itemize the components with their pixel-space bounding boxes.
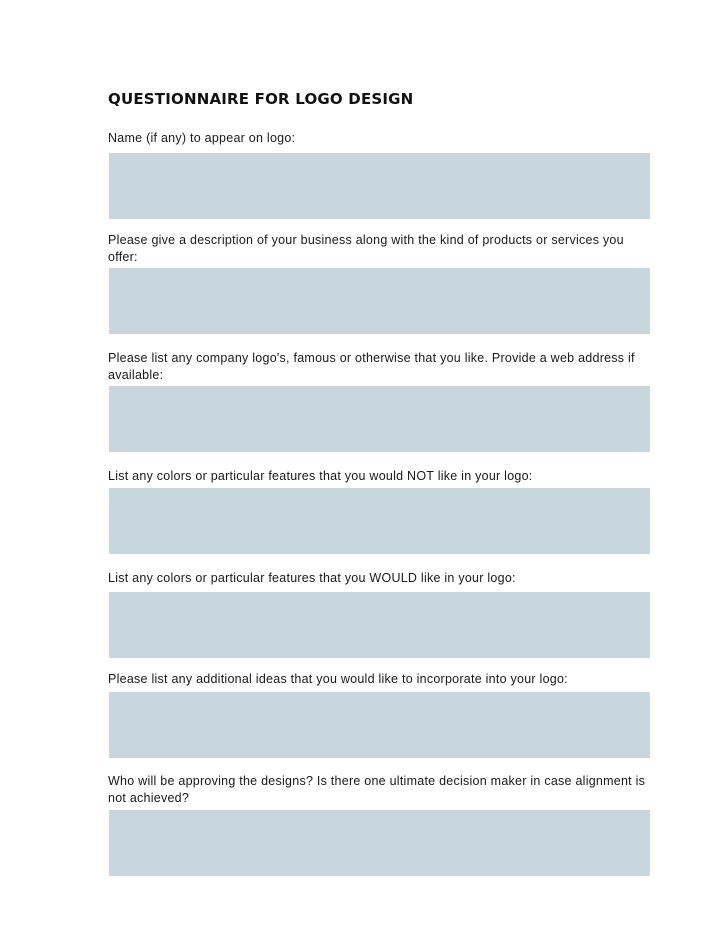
- answer-box-liked-logos[interactable]: [109, 386, 650, 452]
- question-label-additional-ideas: Please list any additional ideas that you would like to incorporate into your logo:: [108, 672, 568, 686]
- question-label-name: Name (if any) to appear on logo:: [108, 131, 296, 145]
- question-label-liked-logos: Please list any company logo's, famous or otherwise that you like. Provide a web address if available:: [108, 351, 635, 382]
- answer-box-wanted-features[interactable]: [109, 592, 650, 658]
- answer-box-name[interactable]: [109, 153, 650, 219]
- question-label-wanted-features: List any colors or particular features that you WOULD like in your logo:: [108, 571, 516, 585]
- answer-box-additional-ideas[interactable]: [109, 692, 650, 758]
- answer-box-approvers[interactable]: [109, 810, 650, 876]
- question-label-business-description: Please give a description of your business along with the kind of products or services you offer:: [108, 233, 624, 264]
- question-label-unwanted-features: List any colors or particular features that you would NOT like in your logo:: [108, 469, 533, 483]
- answer-box-unwanted-features[interactable]: [109, 488, 650, 554]
- question-label-approvers: Who will be approving the designs? Is there one ultimate decision maker in case alignment is not achieved?: [108, 774, 646, 805]
- answer-box-business-description[interactable]: [109, 268, 650, 334]
- page-title: QUESTIONNAIRE FOR LOGO DESIGN: [108, 90, 414, 108]
